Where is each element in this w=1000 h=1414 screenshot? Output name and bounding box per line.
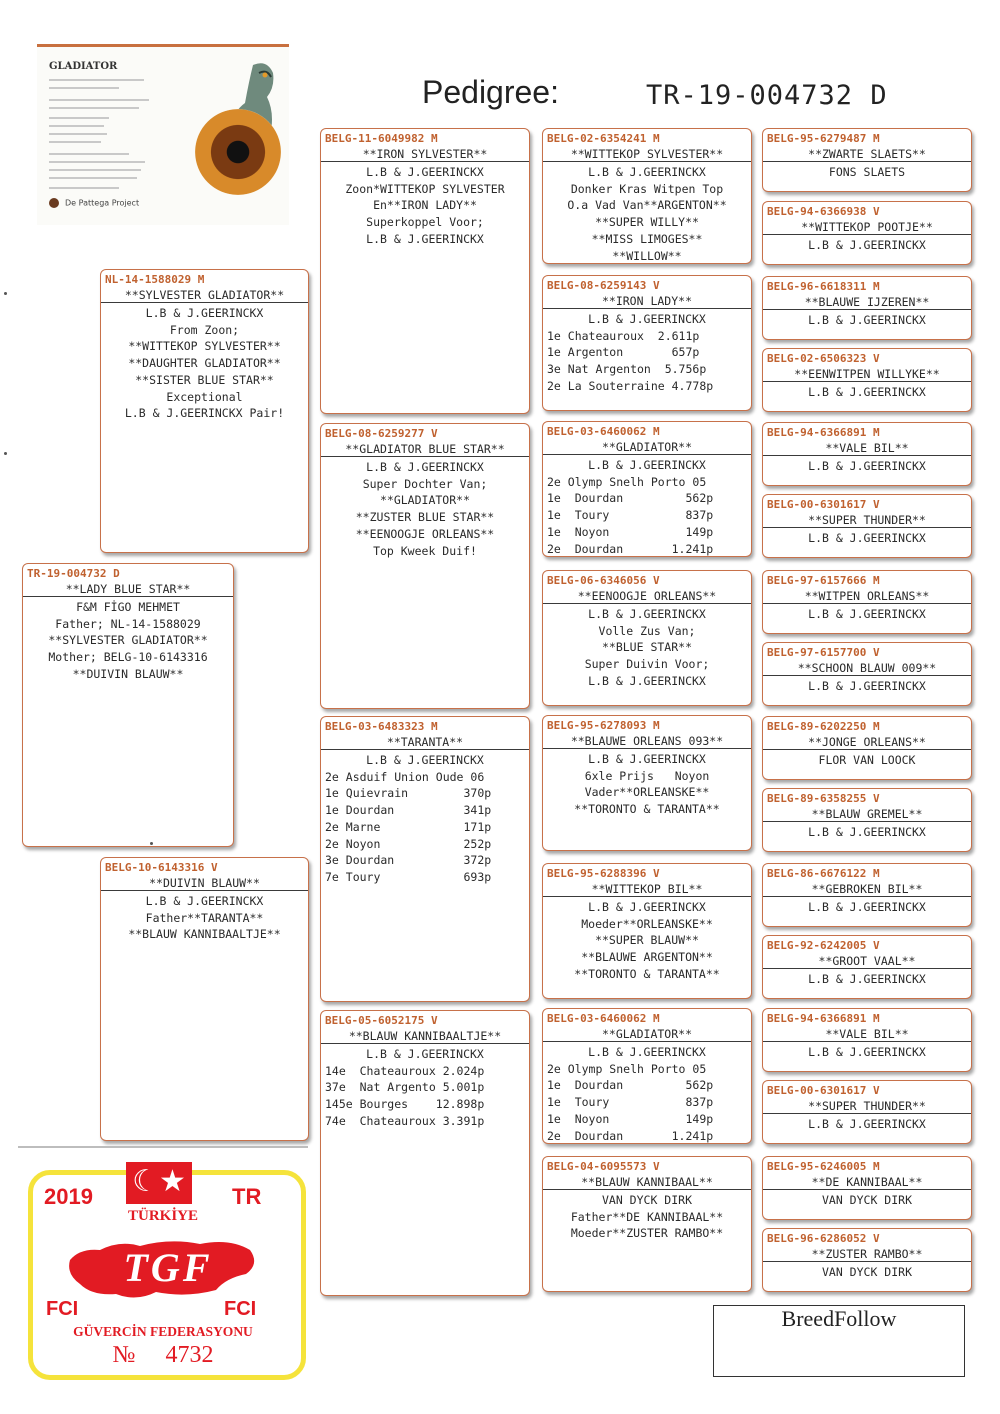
card-line: 2e Asduif Union Oude 06 — [325, 769, 485, 784]
card-organisation: GÜVERCİN FEDERASYONU — [73, 1324, 253, 1339]
card-line: Moeder**ORLEANSKE** — [581, 916, 713, 931]
card-country-code: TR — [232, 1184, 262, 1209]
card-line: L.B & J.GEERINCKX — [808, 1117, 926, 1131]
pigeon-name: **GLADIATOR** — [543, 1027, 751, 1042]
card-line: L.B & J.GEERINCKX — [145, 306, 264, 320]
card-line: En**IRON LADY** — [373, 198, 477, 213]
breedfollow-watermark: BreedFollow — [713, 1305, 965, 1377]
card-line: Moeder**ZUSTER RAMBO** — [570, 1226, 724, 1241]
ring-number: BELG-06-6346056 V — [547, 574, 660, 587]
scan-mark — [4, 452, 7, 455]
gladiator-logo — [37, 44, 289, 225]
pedigree-card-subject — [22, 563, 234, 847]
card-line: L.B & J.GEERINCKX — [808, 972, 926, 986]
pigeon-name: **IRON LADY** — [543, 294, 751, 309]
card-line: 1e Dourdan 562p — [547, 491, 714, 506]
card-line: L.B & J.GEERINCKX — [808, 679, 926, 693]
card-line: **WITTEKOP SYLVESTER** — [128, 339, 281, 354]
pedigree-card-mother — [100, 857, 309, 1141]
ring-number: BELG-97-6157700 V — [767, 646, 880, 659]
pedigree-card-h6 — [762, 494, 972, 558]
card-line: **SUPER BLAUW** — [595, 933, 699, 948]
card-line: L.B & J.GEERINCKX — [808, 900, 926, 914]
card-line: Father**DE KANNIBAAL** — [570, 1209, 724, 1224]
card-line: **SYLVESTER GLADIATOR** — [48, 633, 208, 648]
card-line: Father; NL-14-1588029 — [55, 616, 201, 631]
card-line: F&M FİGO MEHMET — [76, 600, 180, 614]
pigeon-name: **TARANTA** — [321, 735, 529, 750]
card-line: 1e Quievrain 370p — [325, 786, 492, 801]
card-line: **BLUE STAR** — [601, 640, 692, 655]
pedigree-card-g7 — [542, 1008, 752, 1144]
ring-number: BELG-04-6095573 V — [547, 1160, 660, 1173]
card-line: **WILLOW** — [612, 248, 682, 263]
card-line: L.B & J.GEERINCKX — [588, 165, 706, 179]
card-line: 3e Dourdan 372p — [325, 853, 492, 868]
card-line: 2e Olymp Snelh Porto 05 — [547, 1061, 707, 1076]
card-line: L.B & J.GEERINCKX — [808, 385, 926, 399]
pedigree-card-h13 — [762, 1008, 972, 1072]
ring-number: BELG-94-6366891 M — [767, 1012, 880, 1025]
pigeon-eye-image — [195, 109, 281, 195]
pedigree-card-h15 — [762, 1156, 972, 1220]
card-line: Volle Zus Van; — [598, 623, 696, 638]
card-line: Exceptional — [166, 389, 243, 404]
pigeon-name: **WITTEKOP BIL** — [543, 882, 751, 897]
pigeon-name: **WITTEKOP POOTJE** — [763, 220, 971, 235]
card-line: L.B & J.GEERINCKX — [808, 825, 926, 839]
pigeon-name: **SYLVESTER GLADIATOR** — [101, 288, 308, 303]
card-line: 1e Dourdan 562p — [547, 1078, 714, 1093]
card-line: 145e Bourges 12.898p — [325, 1097, 485, 1112]
card-line: **ZUSTER BLUE STAR** — [355, 510, 495, 525]
ring-number: BELG-95-6288396 V — [547, 867, 660, 880]
card-number: № 4732 — [112, 1342, 214, 1368]
pigeon-name: **LADY BLUE STAR** — [23, 582, 233, 597]
card-line: L.B & J.GEERINCKX — [588, 312, 706, 326]
pigeon-name: **DE KANNIBAAL** — [763, 1175, 971, 1190]
card-line: L.B & J.GEERINCKX — [588, 752, 706, 766]
pedigree-card-h1 — [762, 128, 972, 192]
card-line: 14e Chateauroux 2.024p — [325, 1063, 485, 1078]
ring-number: BELG-11-6049982 M — [325, 132, 438, 145]
card-line: L.B & J.GEERINCKX — [588, 900, 706, 914]
card-line: 2e Noyon 252p — [325, 836, 492, 851]
logo-caption-text: De Pattega Project — [65, 198, 140, 208]
card-line: L.B & J.GEERINCKX — [366, 165, 484, 179]
card-line: **GLADIATOR** — [379, 493, 470, 508]
ring-number: BELG-97-6157666 M — [767, 574, 880, 587]
card-line: **TORONTO & TARANTA** — [574, 966, 720, 981]
card-country: TÜRKİYE — [127, 1208, 198, 1224]
pedigree-card-h5 — [762, 422, 972, 486]
ring-number: BELG-05-6052175 V — [325, 1014, 438, 1027]
pigeon-name: **SCHOON BLAUW 009** — [763, 661, 971, 676]
card-line: Super Dochter Van; — [362, 476, 488, 491]
card-line: **BLAUW KANNIBAALTJE** — [128, 927, 281, 942]
ring-number: BELG-08-6259143 V — [547, 279, 660, 292]
ring-number: BELG-96-6618311 M — [767, 280, 880, 293]
card-line: 2e Olymp Snelh Porto 05 — [547, 474, 707, 489]
pigeon-name: **JONGE ORLEANS** — [763, 735, 971, 750]
pigeon-name: **SUPER THUNDER** — [763, 513, 971, 528]
pedigree-card-h11 — [762, 863, 972, 927]
pigeon-name: **GROOT VAAL** — [763, 954, 971, 969]
pedigree-card-h3 — [762, 276, 972, 340]
card-line: Top Kweek Duif! — [373, 543, 477, 558]
card-line: 1e Argenton 657p — [547, 345, 700, 360]
card-line: VAN DYCK DIRK — [601, 1193, 692, 1207]
pigeon-name: **VALE BIL** — [763, 441, 971, 456]
pigeon-name: **SUPER THUNDER** — [763, 1099, 971, 1114]
pedigree-card-fm — [320, 423, 530, 709]
pedigree-card-h7 — [762, 570, 972, 634]
ring-number: BELG-00-6301617 V — [767, 1084, 880, 1097]
card-line: 37e Nat Argento 5.001p — [325, 1080, 485, 1095]
card-line: 6xle Prijs Noyon — [584, 768, 710, 783]
card-line: From Zoon; — [169, 322, 240, 337]
pigeon-name: **GEBROKEN BIL** — [763, 882, 971, 897]
card-line: L.B & J.GEERINCKX — [808, 1045, 926, 1059]
card-line: L.B & J.GEERINCKX — [145, 894, 264, 908]
card-line: **BLAUWE ARGENTON** — [581, 950, 713, 965]
card-line: O.a Vad Van**ARGENTON** — [567, 198, 727, 213]
pigeon-name: **BLAUW KANNIBAAL** — [543, 1175, 751, 1190]
tgf-federation-card — [18, 1146, 308, 1388]
pedigree-card-g6 — [542, 863, 752, 999]
ring-number: BELG-89-6202250 M — [767, 720, 880, 733]
card-line: Mother; BELG-10-6143316 — [48, 650, 208, 665]
pigeon-name: **BLAUWE IJZEREN** — [763, 295, 971, 310]
pigeon-name: **WITTEKOP SYLVESTER** — [543, 147, 751, 162]
pigeon-name: **IRON SYLVESTER** — [321, 147, 529, 162]
pedigree-card-g4 — [542, 570, 752, 706]
card-line: L.B & J.GEERINCKX — [808, 607, 926, 621]
card-line: Super Duivin Voor; — [584, 657, 710, 672]
pigeon-name: **DUIVIN BLAUW** — [101, 876, 308, 891]
pedigree-card-h4 — [762, 348, 972, 412]
pigeon-name: **VALE BIL** — [763, 1027, 971, 1042]
pigeon-name: **EENWITPEN WILLYKE** — [763, 367, 971, 382]
pedigree-card-h2 — [762, 201, 972, 265]
pedigree-card-g1 — [542, 128, 752, 264]
pedigree-card-g2 — [542, 275, 752, 411]
ring-number: BELG-86-6676122 M — [767, 867, 880, 880]
card-line: Superkoppel Voor; — [366, 215, 484, 230]
ring-number: BELG-95-6279487 M — [767, 132, 880, 145]
ring-number: BELG-03-6460062 M — [547, 1012, 660, 1025]
card-line: 2e Marne 171p — [325, 819, 492, 834]
card-line: FONS SLAETS — [828, 165, 906, 179]
card-line: 1e Dourdan 341p — [325, 803, 492, 818]
card-line: Vader**ORLEANSKE** — [584, 785, 710, 800]
ring-number: TR-19-004732 D — [27, 567, 120, 580]
card-line: VAN DYCK DIRK — [821, 1265, 912, 1279]
pedigree-card-h12 — [762, 935, 972, 999]
card-line: L.B & J.GEERINCKX — [808, 459, 926, 473]
card-line: **TORONTO & TARANTA** — [574, 802, 720, 817]
card-line: FLOR VAN LOOCK — [818, 753, 916, 767]
scan-mark — [150, 842, 153, 845]
pedigree-card-h16 — [762, 1228, 972, 1292]
ring-number: BELG-92-6242005 V — [767, 939, 880, 952]
card-line: **DAUGHTER GLADIATOR** — [128, 356, 281, 371]
pedigree-card-mm — [320, 1010, 530, 1296]
logo-caption — [49, 198, 139, 208]
pigeon-name: **WITPEN ORLEANS** — [763, 589, 971, 604]
ring-number: BELG-96-6286052 V — [767, 1232, 880, 1245]
pedigree-card-g3 — [542, 421, 752, 557]
card-line: L.B & J.GEERINCKX — [808, 313, 926, 327]
ring-number: BELG-03-6460062 M — [547, 425, 660, 438]
turkish-flag-icon: ☾★ — [126, 1162, 192, 1204]
ring-number: BELG-00-6301617 V — [767, 498, 880, 511]
logo-title: GLADIATOR — [49, 61, 118, 72]
pedigree-card-h8 — [762, 642, 972, 706]
scan-mark — [4, 292, 7, 295]
ring-number: NL-14-1588029 M — [105, 273, 205, 286]
card-line: 7e Toury 693p — [325, 869, 492, 884]
pedigree-card-g8 — [542, 1156, 752, 1292]
card-line: L.B & J.GEERINCKX — [366, 231, 484, 246]
pedigree-card-h10 — [762, 788, 972, 852]
pigeon-name: **BLAUWE ORLEANS 093** — [543, 734, 751, 749]
ring-number: BELG-02-6354241 M — [547, 132, 660, 145]
card-line: 3e Nat Argenton 5.756p — [547, 362, 707, 377]
card-line: **MISS LIMOGES** — [591, 231, 703, 246]
card-line: L.B & J.GEERINCKX — [588, 458, 706, 472]
card-federation: TGF — [123, 1245, 213, 1290]
card-line: L.B & J.GEERINCKX — [366, 753, 484, 767]
pedigree-card-h14 — [762, 1080, 972, 1144]
card-line: 1e Chateauroux 2.611p — [547, 328, 700, 343]
pigeon-name: **GLADIATOR BLUE STAR** — [321, 442, 529, 457]
pedigree-card-ff — [320, 128, 530, 414]
card-line: L.B & J.GEERINCKX — [588, 607, 706, 621]
card-line: 1e Noyon 149p — [547, 1111, 714, 1126]
ring-number: BELG-94-6366938 V — [767, 205, 880, 218]
pigeon-name: **GLADIATOR** — [543, 440, 751, 455]
pedigree-card-mf — [320, 716, 530, 1002]
ring-number: BELG-89-6358255 V — [767, 792, 880, 805]
card-fci-left: FCI — [46, 1298, 79, 1320]
pedigree-card-g5 — [542, 715, 752, 851]
card-line: 1e Toury 837p — [547, 508, 714, 523]
card-line: L.B & J.GEERINCKX — [366, 1047, 484, 1061]
ring-number: BELG-95-6278093 M — [547, 719, 660, 732]
card-line: 74e Chateauroux 3.391p — [325, 1113, 485, 1128]
card-line: **SISTER BLUE STAR** — [135, 372, 274, 387]
ring-number: BELG-94-6366891 M — [767, 426, 880, 439]
ring-number: BELG-95-6246005 M — [767, 1160, 880, 1173]
pigeon-name: **BLAUW KANNIBAALTJE** — [321, 1029, 529, 1044]
card-line: L.B & J.GEERINCKX — [588, 673, 706, 688]
ring-number: BELG-10-6143316 V — [105, 861, 218, 874]
card-line: 2e La Souterraine 4.778p — [547, 378, 714, 393]
card-line: **SUPER WILLY** — [595, 215, 699, 230]
card-line: **DUIVIN BLAUW** — [72, 666, 184, 681]
card-line: L.B & J.GEERINCKX — [588, 1045, 706, 1059]
subject-ring-number: TR-19-004732 D — [646, 80, 888, 111]
pigeon-name: **EENOOGJE ORLEANS** — [543, 589, 751, 604]
pigeon-name: **ZWARTE SLAETS** — [763, 147, 971, 162]
pigeon-name: **ZUSTER RAMBO** — [763, 1247, 971, 1262]
card-fci-right: FCI — [224, 1298, 257, 1320]
card-line: L.B & J.GEERINCKX — [366, 460, 484, 474]
card-line: 2e Dourdan 1.241p — [547, 1128, 714, 1143]
card-line: Zoon*WITTEKOP SYLVESTER — [345, 181, 505, 196]
card-line: 1e Toury 837p — [547, 1095, 714, 1110]
ring-number: BELG-02-6506323 V — [767, 352, 880, 365]
card-line: L.B & J.GEERINCKX — [808, 531, 926, 545]
ring-number: BELG-03-6483323 M — [325, 720, 438, 733]
card-line: 2e Dourdan 1.241p — [547, 541, 714, 556]
pedigree-card-h9 — [762, 716, 972, 780]
ring-number: BELG-08-6259277 V — [325, 427, 438, 440]
pigeon-name: **BLAUW GREMEL** — [763, 807, 971, 822]
pedigree-card-father — [100, 269, 309, 553]
page-title: Pedigree: — [422, 74, 559, 110]
card-line: L.B & J.GEERINCKX Pair! — [124, 406, 285, 421]
card-line: Donker Kras Witpen Top — [570, 181, 724, 196]
card-line: L.B & J.GEERINCKX — [808, 238, 926, 252]
card-line: 1e Noyon 149p — [547, 524, 714, 539]
card-line: Father**TARANTA** — [145, 910, 264, 925]
card-line: VAN DYCK DIRK — [821, 1193, 912, 1207]
card-line: **EENOOGJE ORLEANS** — [355, 526, 495, 541]
card-year: 2019 — [44, 1184, 93, 1209]
